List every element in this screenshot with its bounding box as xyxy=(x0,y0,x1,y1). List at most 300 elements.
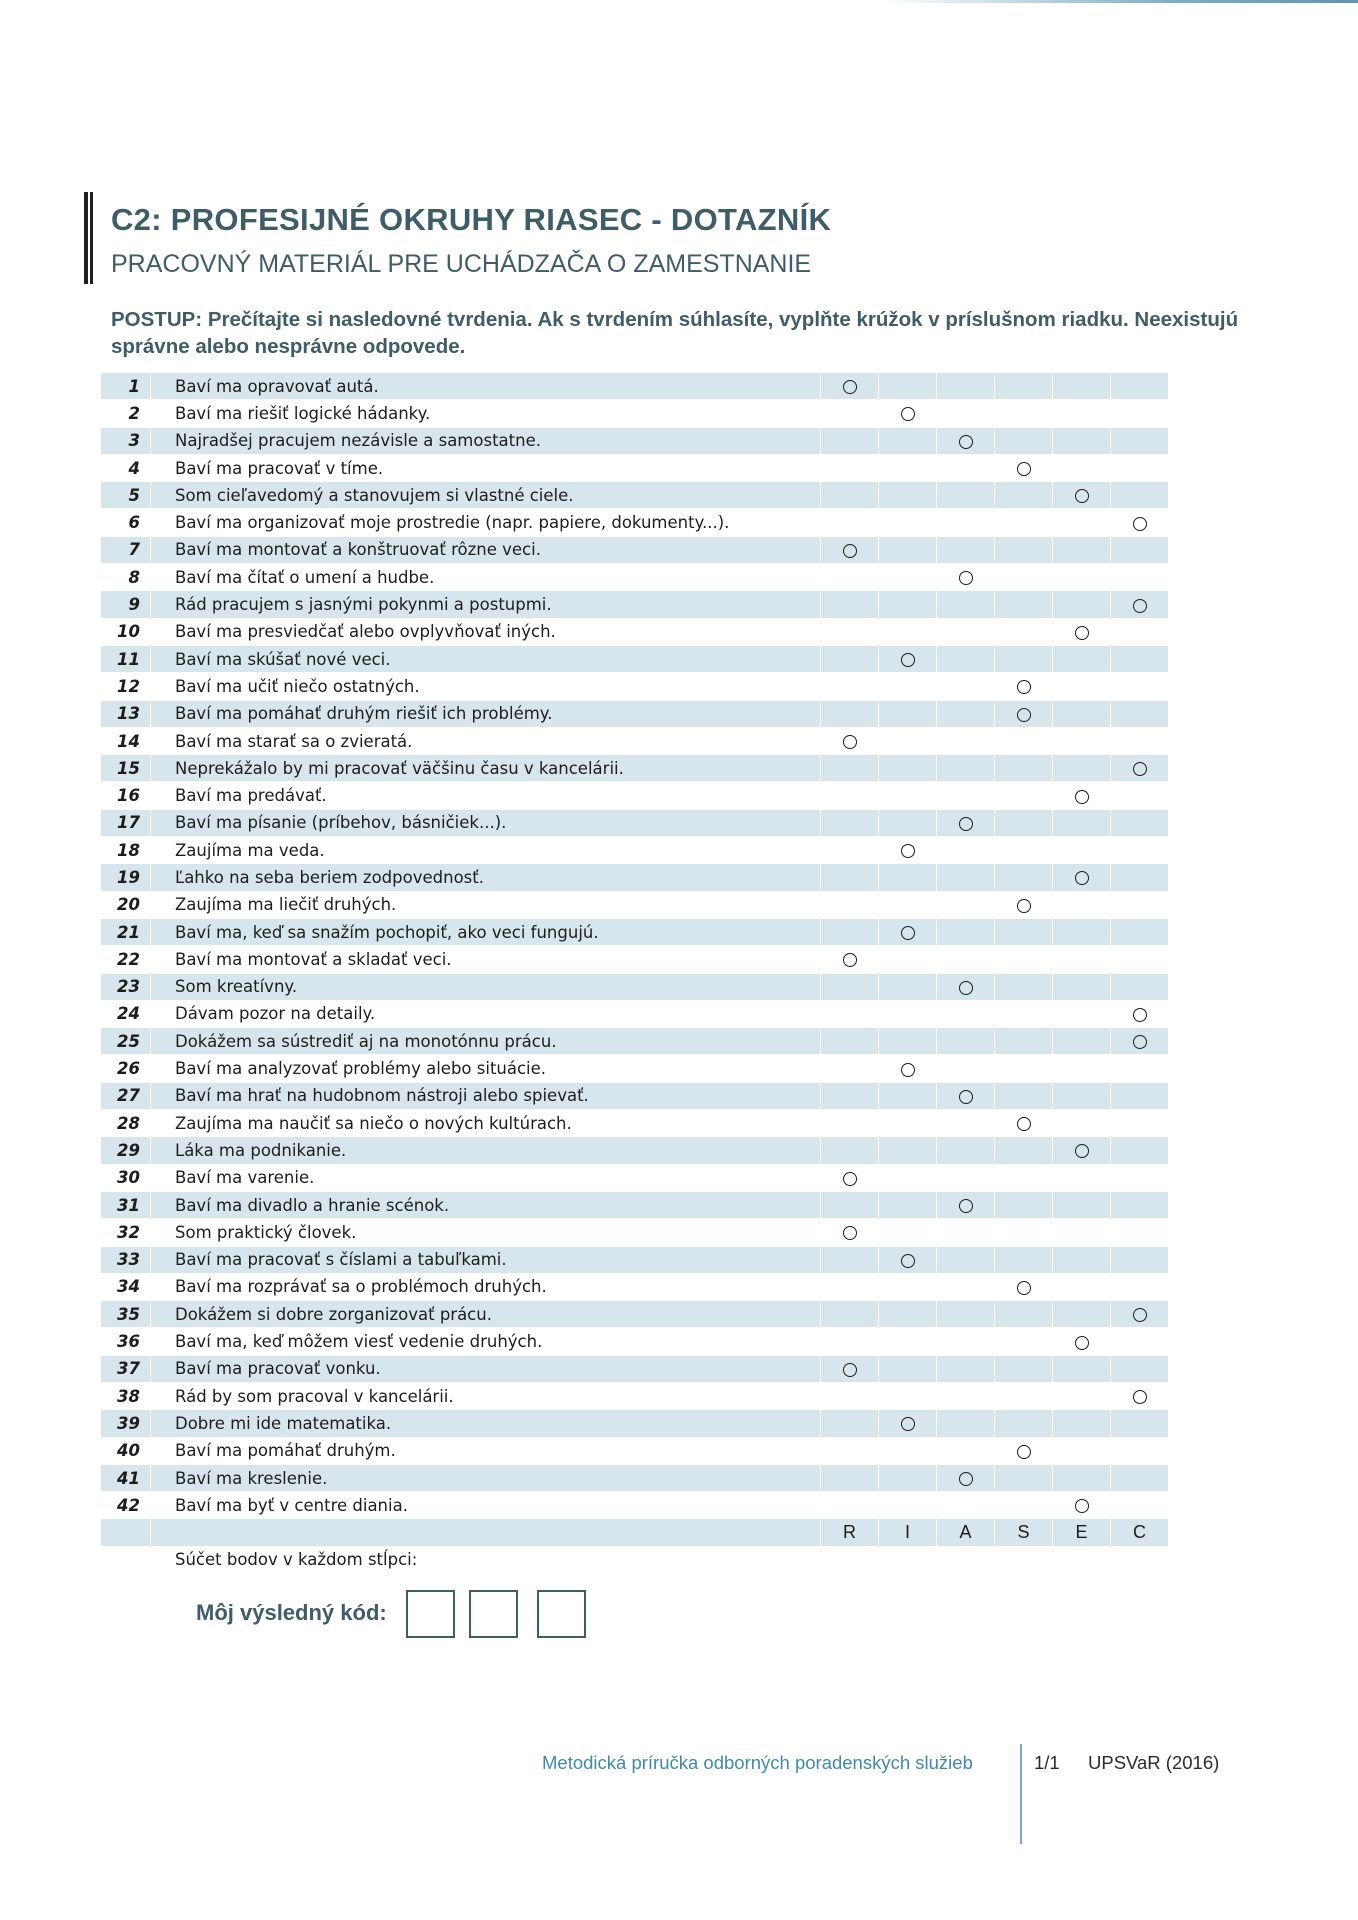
item-statement: Dávam pozor na detaily. xyxy=(151,1000,821,1027)
option-cell-c xyxy=(1111,564,1169,591)
sum-cell-r[interactable] xyxy=(821,1546,879,1573)
column-letter-a: A xyxy=(937,1519,995,1546)
item-statement: Baví ma kreslenie. xyxy=(151,1464,821,1491)
item-statement: Neprekážalo by mi pracovať väčšinu času v kancelárii. xyxy=(151,755,821,782)
item-statement: Baví ma skúšať nové veci. xyxy=(151,645,821,672)
option-cell-r xyxy=(821,727,879,754)
option-cell-e xyxy=(1053,1137,1111,1164)
option-cell-a xyxy=(937,1355,995,1382)
answer-circle-icon[interactable] xyxy=(1017,462,1031,476)
answer-circle-icon[interactable] xyxy=(843,380,857,394)
table-row xyxy=(101,373,1169,400)
option-cell-r xyxy=(821,400,879,427)
table-row xyxy=(101,1355,1169,1382)
item-number: 30 xyxy=(101,1164,151,1191)
option-cell-r xyxy=(821,782,879,809)
answer-circle-icon[interactable] xyxy=(901,1417,915,1431)
table-row xyxy=(101,400,1169,427)
option-cell-c xyxy=(1111,373,1169,400)
footer-divider xyxy=(1020,1744,1022,1844)
item-number: 4 xyxy=(101,454,151,481)
option-cell-i xyxy=(879,1492,937,1519)
item-number: 25 xyxy=(101,1028,151,1055)
option-cell-s xyxy=(995,454,1053,481)
footer-publisher: UPSVaR (2016) xyxy=(1088,1752,1220,1773)
option-cell-a xyxy=(937,755,995,782)
option-cell-a xyxy=(937,1437,995,1464)
option-cell-i xyxy=(879,1464,937,1491)
item-number: 33 xyxy=(101,1246,151,1273)
item-statement: Baví ma čítať o umení a hudbe. xyxy=(151,564,821,591)
option-cell-r xyxy=(821,591,879,618)
option-cell-a xyxy=(937,1328,995,1355)
option-cell-e xyxy=(1053,536,1111,563)
option-cell-s xyxy=(995,1110,1053,1137)
option-cell-r xyxy=(821,1464,879,1491)
item-number: 13 xyxy=(101,700,151,727)
option-cell-e xyxy=(1053,1082,1111,1109)
table-row xyxy=(101,509,1169,536)
answer-circle-icon[interactable] xyxy=(843,544,857,558)
answer-circle-icon[interactable] xyxy=(843,1363,857,1377)
option-cell-s xyxy=(995,673,1053,700)
option-cell-a xyxy=(937,645,995,672)
option-cell-e xyxy=(1053,891,1111,918)
sum-cell-s[interactable] xyxy=(995,1546,1053,1573)
option-cell-a xyxy=(937,809,995,836)
table-row xyxy=(101,1273,1169,1300)
option-cell-e xyxy=(1053,1273,1111,1300)
option-cell-r xyxy=(821,1191,879,1218)
option-cell-s xyxy=(995,373,1053,400)
answer-circle-icon[interactable] xyxy=(959,1090,973,1104)
answer-circle-icon[interactable] xyxy=(901,653,915,667)
item-statement: Baví ma učiť niečo ostatných. xyxy=(151,673,821,700)
item-number: 29 xyxy=(101,1137,151,1164)
table-row xyxy=(101,1410,1169,1437)
option-cell-s xyxy=(995,1382,1053,1409)
option-cell-s xyxy=(995,1464,1053,1491)
item-number: 15 xyxy=(101,755,151,782)
questionnaire-table xyxy=(100,372,1169,1574)
table-row xyxy=(101,645,1169,672)
option-cell-e xyxy=(1053,400,1111,427)
answer-circle-icon[interactable] xyxy=(1075,626,1089,640)
option-cell-c xyxy=(1111,891,1169,918)
option-cell-e xyxy=(1053,1355,1111,1382)
option-cell-s xyxy=(995,1082,1053,1109)
option-cell-s xyxy=(995,1410,1053,1437)
option-cell-i xyxy=(879,373,937,400)
option-cell-c xyxy=(1111,700,1169,727)
option-cell-a xyxy=(937,509,995,536)
answer-circle-icon[interactable] xyxy=(843,735,857,749)
table-row xyxy=(101,1164,1169,1191)
table-row xyxy=(101,1028,1169,1055)
option-cell-a xyxy=(937,1301,995,1328)
option-cell-c xyxy=(1111,1164,1169,1191)
item-number: 2 xyxy=(101,400,151,427)
option-cell-r xyxy=(821,1273,879,1300)
option-cell-i xyxy=(879,727,937,754)
option-cell-s xyxy=(995,837,1053,864)
result-code-box-3[interactable] xyxy=(537,1590,586,1638)
item-number: 32 xyxy=(101,1219,151,1246)
table-row xyxy=(101,1191,1169,1218)
option-cell-s xyxy=(995,1137,1053,1164)
option-cell-s xyxy=(995,700,1053,727)
option-cell-r xyxy=(821,1028,879,1055)
table-row xyxy=(101,1000,1169,1027)
item-statement: Baví ma písanie (príbehov, básničiek...). xyxy=(151,809,821,836)
item-number: 18 xyxy=(101,837,151,864)
option-cell-i xyxy=(879,1410,937,1437)
option-cell-a xyxy=(937,1492,995,1519)
option-cell-i xyxy=(879,482,937,509)
table-row xyxy=(101,673,1169,700)
option-cell-i xyxy=(879,1219,937,1246)
option-cell-c xyxy=(1111,1191,1169,1218)
answer-circle-icon[interactable] xyxy=(843,1226,857,1240)
option-cell-i xyxy=(879,1164,937,1191)
option-cell-a xyxy=(937,482,995,509)
item-statement: Som kreatívny. xyxy=(151,973,821,1000)
option-cell-c xyxy=(1111,1410,1169,1437)
answer-circle-icon[interactable] xyxy=(959,1472,973,1486)
table-row xyxy=(101,1464,1169,1491)
answer-circle-icon[interactable] xyxy=(959,435,973,449)
item-statement: Baví ma divadlo a hranie scénok. xyxy=(151,1191,821,1218)
table-row xyxy=(101,782,1169,809)
option-cell-a xyxy=(937,864,995,891)
answer-circle-icon[interactable] xyxy=(1017,1117,1031,1131)
table-row xyxy=(101,482,1169,509)
option-cell-i xyxy=(879,1137,937,1164)
table-row xyxy=(101,891,1169,918)
answer-circle-icon[interactable] xyxy=(901,1254,915,1268)
option-cell-e xyxy=(1053,946,1111,973)
table-row xyxy=(101,700,1169,727)
answer-circle-icon[interactable] xyxy=(1075,1499,1089,1513)
option-cell-r xyxy=(821,427,879,454)
option-cell-s xyxy=(995,645,1053,672)
option-cell-e xyxy=(1053,1410,1111,1437)
option-cell-i xyxy=(879,1328,937,1355)
option-cell-a xyxy=(937,1219,995,1246)
answer-circle-icon[interactable] xyxy=(1075,1336,1089,1350)
option-cell-e xyxy=(1053,454,1111,481)
option-cell-s xyxy=(995,618,1053,645)
item-statement: Dokážem sa sústrediť aj na monotónnu prácu. xyxy=(151,1028,821,1055)
item-number: 6 xyxy=(101,509,151,536)
option-cell-i xyxy=(879,837,937,864)
option-cell-c xyxy=(1111,1464,1169,1491)
answer-circle-icon[interactable] xyxy=(1133,1390,1147,1404)
item-statement: Baví ma rozprávať sa o problémoch druhých. xyxy=(151,1273,821,1300)
answer-circle-icon[interactable] xyxy=(1133,1008,1147,1022)
option-cell-e xyxy=(1053,864,1111,891)
item-number: 9 xyxy=(101,591,151,618)
item-number: 5 xyxy=(101,482,151,509)
option-cell-e xyxy=(1053,782,1111,809)
answer-circle-icon[interactable] xyxy=(843,1172,857,1186)
page-title: C2: PROFESIJNÉ OKRUHY RIASEC - DOTAZNÍK xyxy=(111,202,832,237)
option-cell-r xyxy=(821,564,879,591)
top-edge-line xyxy=(880,0,1358,3)
option-cell-s xyxy=(995,1055,1053,1082)
option-cell-s xyxy=(995,1492,1053,1519)
answer-circle-icon[interactable] xyxy=(1017,680,1031,694)
option-cell-a xyxy=(937,1028,995,1055)
option-cell-a xyxy=(937,1464,995,1491)
column-letter-i: I xyxy=(879,1519,937,1546)
option-cell-i xyxy=(879,1000,937,1027)
option-cell-e xyxy=(1053,1437,1111,1464)
table-row xyxy=(101,1137,1169,1164)
empty-cell xyxy=(101,1519,151,1546)
option-cell-r xyxy=(821,864,879,891)
option-cell-i xyxy=(879,946,937,973)
table-row xyxy=(101,837,1169,864)
option-cell-r xyxy=(821,1301,879,1328)
answer-circle-icon[interactable] xyxy=(901,926,915,940)
option-cell-r xyxy=(821,1437,879,1464)
option-cell-e xyxy=(1053,1164,1111,1191)
item-number: 42 xyxy=(101,1492,151,1519)
option-cell-a xyxy=(937,536,995,563)
option-cell-c xyxy=(1111,837,1169,864)
option-cell-s xyxy=(995,727,1053,754)
option-cell-e xyxy=(1053,918,1111,945)
option-cell-i xyxy=(879,1191,937,1218)
option-cell-a xyxy=(937,1110,995,1137)
option-cell-a xyxy=(937,591,995,618)
option-cell-e xyxy=(1053,700,1111,727)
option-cell-i xyxy=(879,918,937,945)
option-cell-c xyxy=(1111,427,1169,454)
option-cell-c xyxy=(1111,1219,1169,1246)
sum-cell-i[interactable] xyxy=(879,1546,937,1573)
answer-circle-icon[interactable] xyxy=(959,1199,973,1213)
option-cell-c xyxy=(1111,1492,1169,1519)
item-statement: Baví ma analyzovať problémy alebo situácie. xyxy=(151,1055,821,1082)
item-statement: Baví ma pomáhať druhým. xyxy=(151,1437,821,1464)
item-statement: Rád pracujem s jasnými pokynmi a postupmi. xyxy=(151,591,821,618)
option-cell-s xyxy=(995,1437,1053,1464)
option-cell-c xyxy=(1111,1000,1169,1027)
table-row xyxy=(101,727,1169,754)
instructions: POSTUP: Prečítajte si nasledovné tvrdenia. Ak s tvrdením súhlasíte, vyplňte krúžok v príslušnom riadku. Neexistujú správne alebo nesprávne odpovede. xyxy=(111,308,1239,358)
item-statement: Baví ma hrať na hudobnom nástroji alebo spievať. xyxy=(151,1082,821,1109)
answer-circle-icon[interactable] xyxy=(1017,1281,1031,1295)
option-cell-e xyxy=(1053,727,1111,754)
option-cell-r xyxy=(821,1410,879,1437)
table-row xyxy=(101,536,1169,563)
item-number: 36 xyxy=(101,1328,151,1355)
option-cell-s xyxy=(995,809,1053,836)
option-cell-i xyxy=(879,591,937,618)
option-cell-a xyxy=(937,564,995,591)
option-cell-r xyxy=(821,1246,879,1273)
option-cell-e xyxy=(1053,1191,1111,1218)
result-code-box-2[interactable] xyxy=(469,1590,518,1638)
answer-circle-icon[interactable] xyxy=(1017,899,1031,913)
option-cell-r xyxy=(821,1082,879,1109)
option-cell-s xyxy=(995,591,1053,618)
option-cell-r xyxy=(821,1000,879,1027)
option-cell-c xyxy=(1111,536,1169,563)
option-cell-c xyxy=(1111,400,1169,427)
option-cell-s xyxy=(995,1246,1053,1273)
answer-circle-icon[interactable] xyxy=(1133,517,1147,531)
option-cell-a xyxy=(937,946,995,973)
option-cell-a xyxy=(937,1164,995,1191)
answer-circle-icon[interactable] xyxy=(901,1063,915,1077)
option-cell-a xyxy=(937,427,995,454)
sum-label: Súčet bodov v každom stĺpci: xyxy=(151,1546,821,1573)
option-cell-r xyxy=(821,482,879,509)
option-cell-e xyxy=(1053,973,1111,1000)
item-statement: Som praktický človek. xyxy=(151,1219,821,1246)
option-cell-i xyxy=(879,645,937,672)
answer-circle-icon[interactable] xyxy=(1133,1308,1147,1322)
answer-circle-icon[interactable] xyxy=(1133,1035,1147,1049)
option-cell-i xyxy=(879,1082,937,1109)
option-cell-a xyxy=(937,1082,995,1109)
option-cell-e xyxy=(1053,1000,1111,1027)
table-row xyxy=(101,618,1169,645)
answer-circle-icon[interactable] xyxy=(959,981,973,995)
sum-cell-c[interactable] xyxy=(1111,1546,1169,1573)
option-cell-i xyxy=(879,782,937,809)
item-number: 1 xyxy=(101,373,151,400)
option-cell-e xyxy=(1053,837,1111,864)
option-cell-i xyxy=(879,673,937,700)
option-cell-a xyxy=(937,1000,995,1027)
item-number: 35 xyxy=(101,1301,151,1328)
option-cell-c xyxy=(1111,1137,1169,1164)
option-cell-a xyxy=(937,1191,995,1218)
item-statement: Baví ma varenie. xyxy=(151,1164,821,1191)
table-row xyxy=(101,1110,1169,1137)
option-cell-s xyxy=(995,427,1053,454)
answer-circle-icon[interactable] xyxy=(901,407,915,421)
table-row xyxy=(101,755,1169,782)
option-cell-r xyxy=(821,1055,879,1082)
answer-circle-icon[interactable] xyxy=(1075,790,1089,804)
item-number: 19 xyxy=(101,864,151,891)
option-cell-e xyxy=(1053,564,1111,591)
item-statement: Baví ma pracovať s číslami a tabuľkami. xyxy=(151,1246,821,1273)
option-cell-e xyxy=(1053,1246,1111,1273)
answer-circle-icon[interactable] xyxy=(1075,489,1089,503)
result-code-box-1[interactable] xyxy=(406,1590,455,1638)
answer-circle-icon[interactable] xyxy=(1017,708,1031,722)
answer-circle-icon[interactable] xyxy=(959,571,973,585)
option-cell-i xyxy=(879,700,937,727)
option-cell-r xyxy=(821,373,879,400)
item-statement: Baví ma predávať. xyxy=(151,782,821,809)
item-number: 3 xyxy=(101,427,151,454)
table-row xyxy=(101,1301,1169,1328)
sum-cell-a[interactable] xyxy=(937,1546,995,1573)
option-cell-c xyxy=(1111,1110,1169,1137)
option-cell-a xyxy=(937,373,995,400)
option-cell-r xyxy=(821,1382,879,1409)
option-cell-a xyxy=(937,400,995,427)
item-number: 16 xyxy=(101,782,151,809)
option-cell-i xyxy=(879,618,937,645)
column-letter-s: S xyxy=(995,1519,1053,1546)
option-cell-c xyxy=(1111,1246,1169,1273)
item-statement: Baví ma riešiť logické hádanky. xyxy=(151,400,821,427)
item-number: 41 xyxy=(101,1464,151,1491)
table-row xyxy=(101,1219,1169,1246)
result-code-label: Môj výsledný kód: xyxy=(196,1600,387,1625)
answer-circle-icon[interactable] xyxy=(901,844,915,858)
table-row xyxy=(101,946,1169,973)
item-statement: Baví ma montovať a konštruovať rôzne veci. xyxy=(151,536,821,563)
empty-cell xyxy=(151,1519,821,1546)
option-cell-r xyxy=(821,1492,879,1519)
table-row xyxy=(101,564,1169,591)
option-cell-r xyxy=(821,1328,879,1355)
sum-cell-e[interactable] xyxy=(1053,1546,1111,1573)
table-row xyxy=(101,1437,1169,1464)
option-cell-a xyxy=(937,1246,995,1273)
option-cell-r xyxy=(821,755,879,782)
option-cell-s xyxy=(995,973,1053,1000)
option-cell-s xyxy=(995,891,1053,918)
option-cell-s xyxy=(995,564,1053,591)
option-cell-c xyxy=(1111,454,1169,481)
option-cell-c xyxy=(1111,918,1169,945)
answer-circle-icon[interactable] xyxy=(1133,762,1147,776)
option-cell-i xyxy=(879,1246,937,1273)
option-cell-r xyxy=(821,809,879,836)
option-cell-s xyxy=(995,782,1053,809)
option-cell-r xyxy=(821,700,879,727)
item-number: 23 xyxy=(101,973,151,1000)
option-cell-e xyxy=(1053,1464,1111,1491)
answer-circle-icon[interactable] xyxy=(1075,1144,1089,1158)
answer-circle-icon[interactable] xyxy=(1017,1445,1031,1459)
option-cell-r xyxy=(821,618,879,645)
item-number: 38 xyxy=(101,1382,151,1409)
option-cell-c xyxy=(1111,782,1169,809)
answer-circle-icon[interactable] xyxy=(959,817,973,831)
option-cell-i xyxy=(879,891,937,918)
item-statement: Baví ma presviedčať alebo ovplyvňovať iných. xyxy=(151,618,821,645)
column-letter-c: C xyxy=(1111,1519,1169,1546)
item-number: 28 xyxy=(101,1110,151,1137)
column-letter-e: E xyxy=(1053,1519,1111,1546)
item-number: 40 xyxy=(101,1437,151,1464)
table-row xyxy=(101,1246,1169,1273)
answer-circle-icon[interactable] xyxy=(1133,599,1147,613)
answer-circle-icon[interactable] xyxy=(1075,871,1089,885)
option-cell-i xyxy=(879,564,937,591)
option-cell-s xyxy=(995,1273,1053,1300)
option-cell-s xyxy=(995,1301,1053,1328)
option-cell-c xyxy=(1111,509,1169,536)
column-letters-row xyxy=(101,1519,1169,1546)
answer-circle-icon[interactable] xyxy=(843,953,857,967)
option-cell-c xyxy=(1111,482,1169,509)
option-cell-i xyxy=(879,1055,937,1082)
option-cell-a xyxy=(937,782,995,809)
option-cell-a xyxy=(937,973,995,1000)
